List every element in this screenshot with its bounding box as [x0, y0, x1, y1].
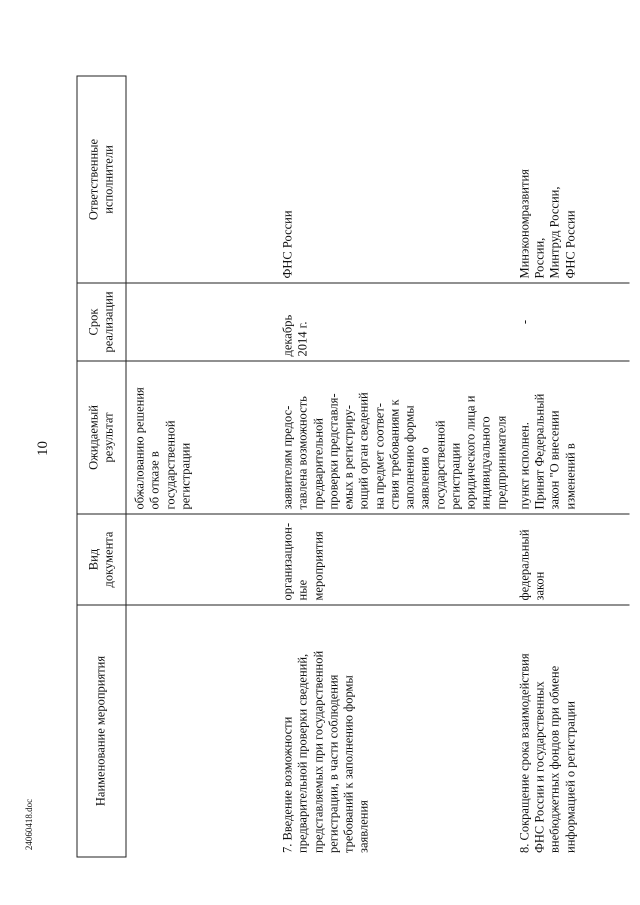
table-row [275, 76, 512, 857]
file-name: 24060418.doc [24, 798, 35, 851]
cell-responsible: Минэкономразвития России, Минтруд России, ФНС России [511, 76, 629, 283]
header-deadline: Срок реализации [77, 283, 126, 361]
cell-doc-type: организацион- ные мероприятия [275, 514, 512, 605]
cell-name: 8. Сокращение срока взаимодействия ФНС России и государственных внебюджетных фондов при обмене информацией о регистрации [517, 653, 577, 853]
cell-doc-type [126, 514, 275, 605]
events-table [77, 76, 630, 858]
cell-name [126, 605, 275, 857]
table-row [511, 76, 629, 857]
header-doc-type: Вид документа [77, 514, 126, 605]
table-row [126, 76, 275, 857]
cell-name: 7. Введение возможности предварительной проверки сведений, представляемых при государственной регистрации, в части соблюдения требований к заполнению формы заявления [280, 650, 371, 853]
cell-doc-type: федеральный закон [511, 514, 629, 605]
cell-result: пункт исполнен. Принят Федеральный закон "О внесении изменений в [511, 361, 629, 514]
cell-responsible: ФНС России [275, 76, 512, 283]
page-number: 10 [35, 441, 51, 456]
rotated-table-container [77, 77, 600, 858]
cell-deadline: декабрь 2014 г. [275, 283, 512, 361]
cell-result: заявителям предос- тавлена возможность предварительной проверки представля- емых в регистриру- ющий орган сведений на предмет соответ- ствия требованиям к заполнению формы заявления о государственной регистрации юридического лица и индивидуального предпринимателя [275, 361, 512, 514]
cell-result: обжалованию решения об отказе в государственной регистрации [126, 361, 275, 514]
table-header-row [77, 76, 126, 857]
header-responsible: Ответственные исполнители [77, 76, 126, 283]
cell-deadline [126, 283, 275, 361]
header-name: Наименование мероприятия [77, 605, 126, 857]
header-result: Ожидаемый результат [77, 361, 126, 514]
cell-responsible [126, 76, 275, 283]
cell-deadline: - [511, 283, 629, 361]
